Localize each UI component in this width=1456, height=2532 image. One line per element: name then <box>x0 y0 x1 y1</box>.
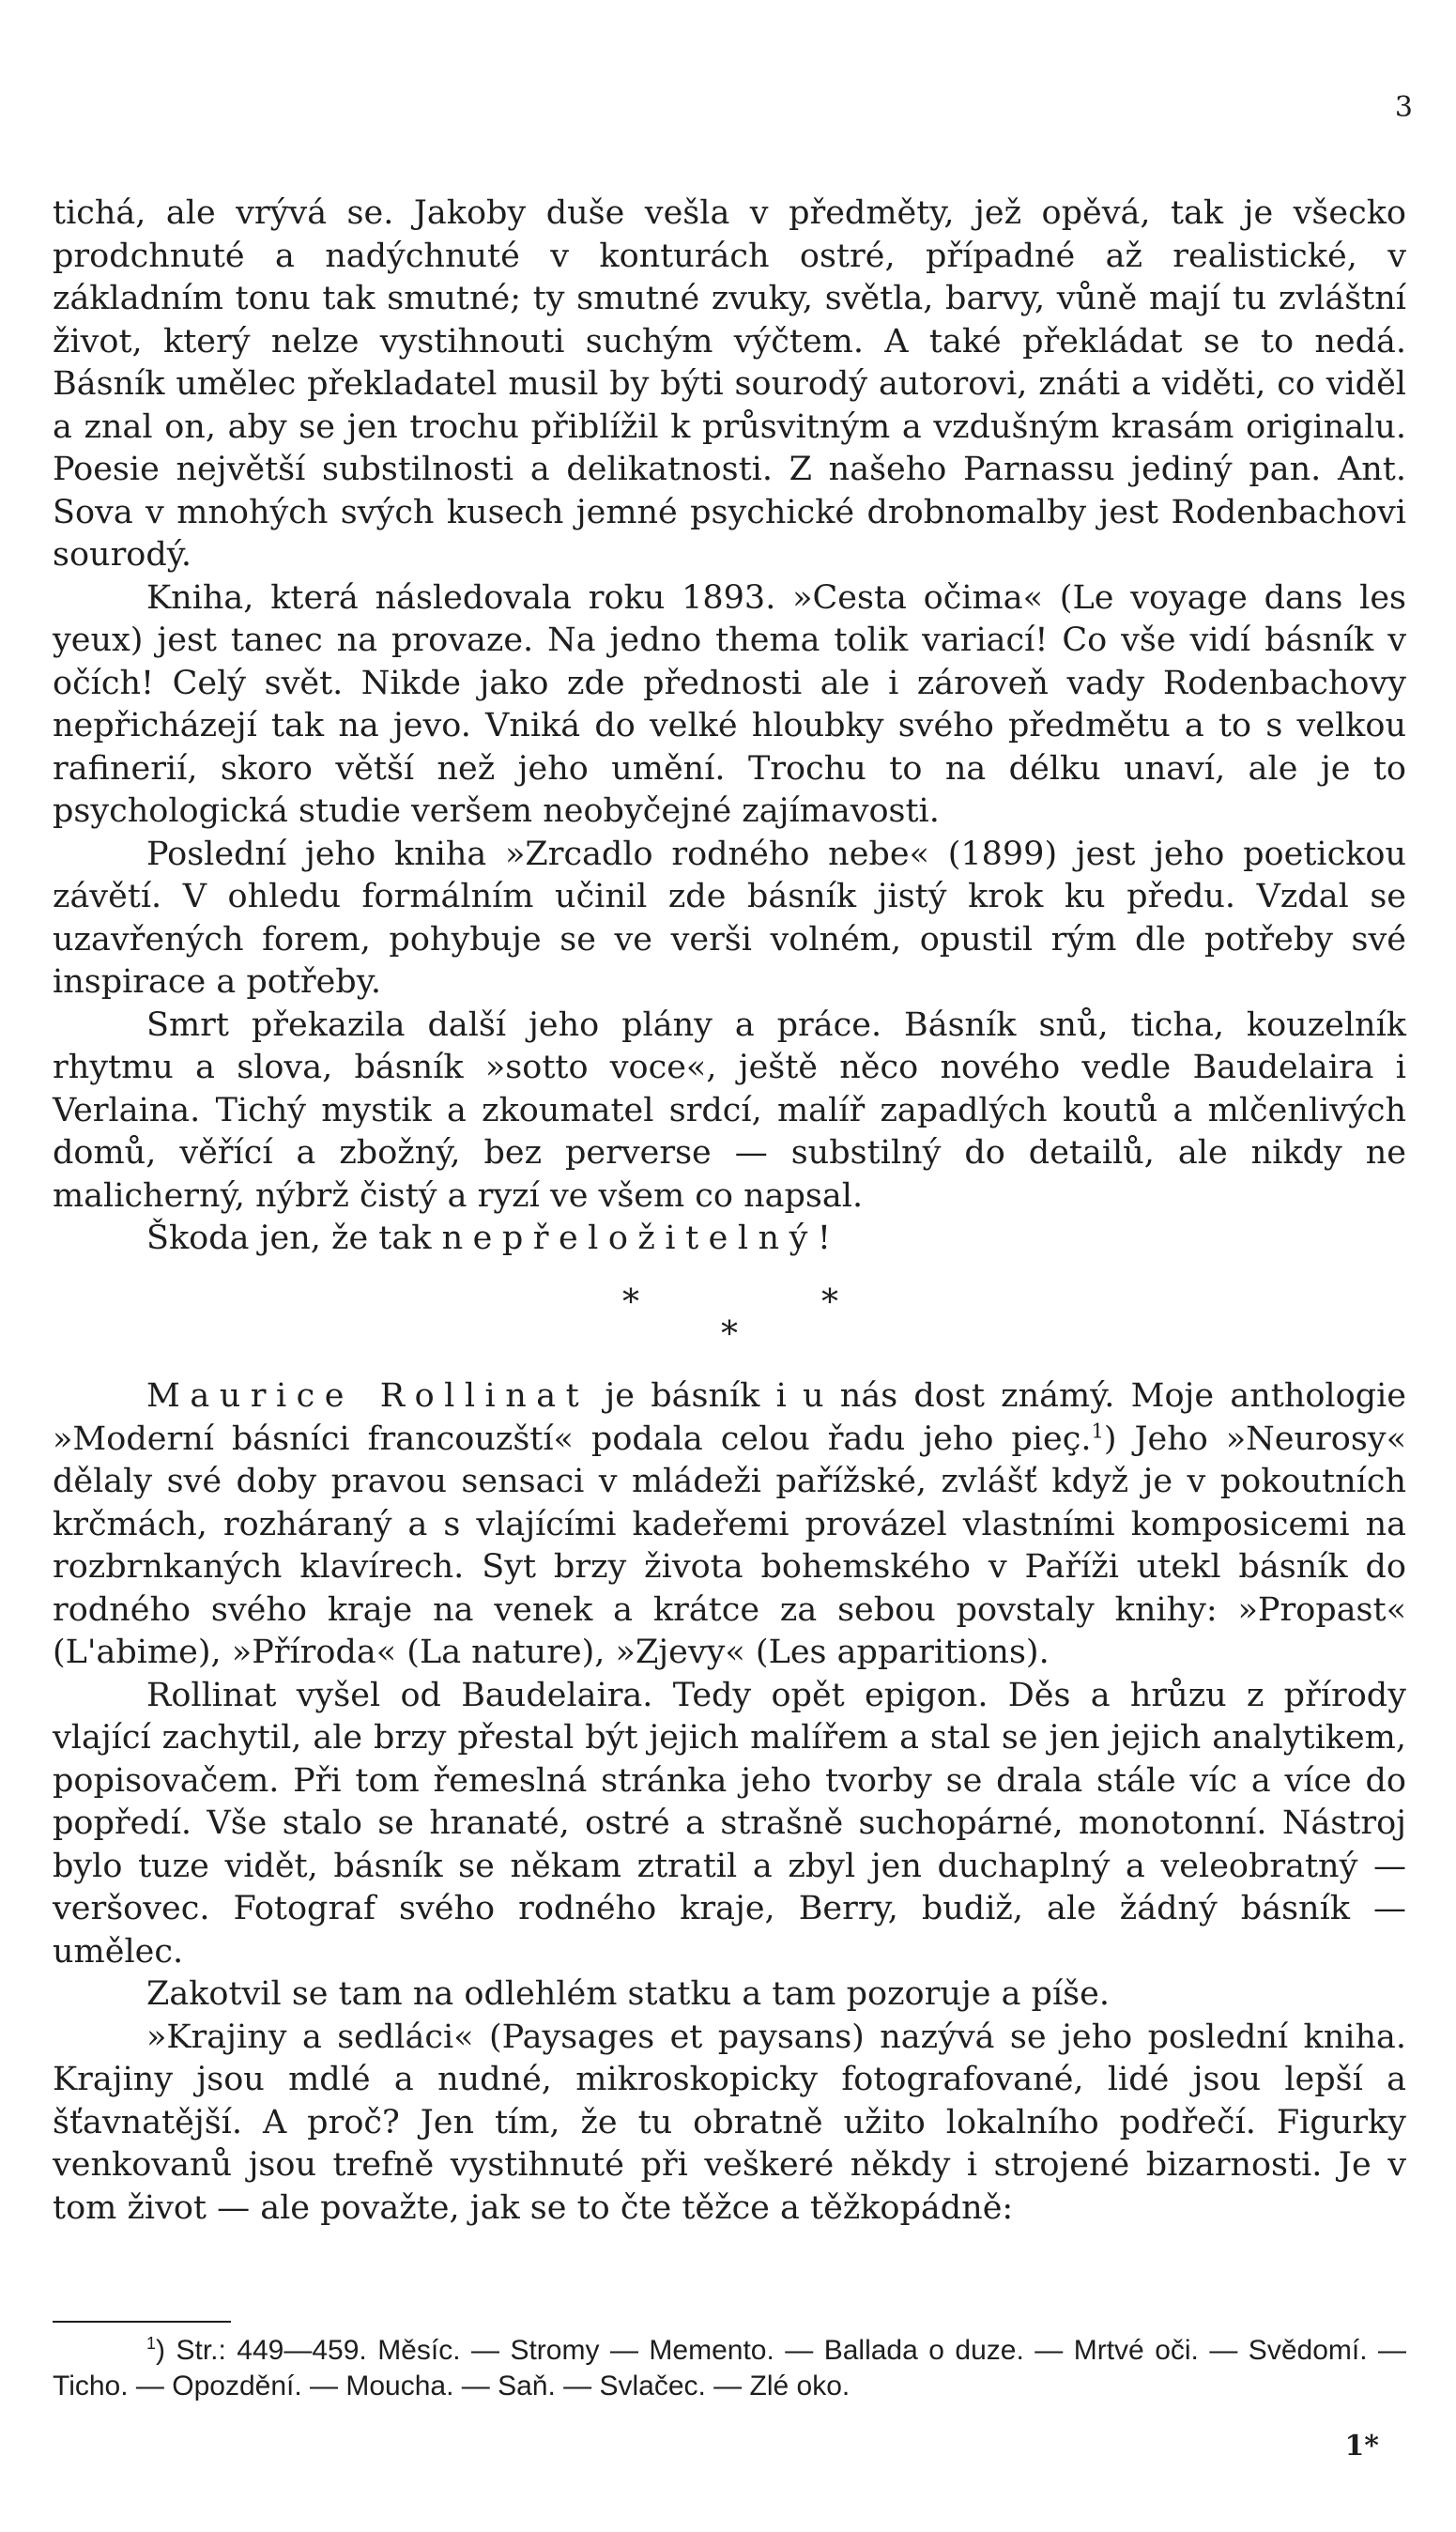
footnote-reference[interactable]: 1 <box>1091 1419 1104 1442</box>
asterism-star: * <box>622 1283 639 1322</box>
paragraph: Smrt překazila další jeho plány a práce. Básník snů, ticha, kouzelník rhytmu a slova, básník »sotto voce«, ještě něco nového vedle Baudelaira i Verlaina. Tichý mystik a zkoumatel srdcí, malíř zapadlých koutů a mlčenlivých domů, věřící a zbožný, bez perverse — substilný do detailů, ale nikdy ne malicherný, nýbrž čistý a ryzí ve všem co napsal. <box>53 1005 1406 1215</box>
closing-paragraph <box>53 1218 1406 1261</box>
section-rodenbach <box>53 192 1406 1261</box>
paragraph-text: je básník i u nás dost známý. Moje anthologie »Moderní básníci francouzští« podala celou řadu jeho pieç. <box>53 1377 1407 1458</box>
asterism-star: * <box>821 1283 838 1322</box>
paragraph-text: ) Jeho »Neurosy« dělaly své doby pravou sensaci v mládeži pařížské, zvlášť když je v pokoutních krčmách, rozháraný a s vlajícími kadeřemi provázel vlastními komposicemi na rozbrnkaných klavírech. Syt brzy života bohemského v Paříži utekl básník do rodného svého kraje na venek a krátce za sebou povstaly knihy: »Propast« (L'abime), »Příroda« (La nature), »Zjevy« (Les apparitions). <box>53 1419 1406 1671</box>
paragraph: Poslední jeho kniha »Zrcadlo rodného nebe« (1899) jest jeho poetickou závětí. V ohledu formálním učinil zde básník jistý krok ku předu. Vzdal se uzavřených forem, pohybuje se ve verši volném, opustil rým dle potřeby své inspirace a potřeby. <box>53 835 1406 1001</box>
section-rollinat <box>53 1375 1406 2230</box>
footnotes <box>53 2333 1406 2404</box>
paragraph <box>53 1375 1406 1675</box>
paragraph: Rollinat vyšel od Baudelaira. Tedy opět epigon. Děs a hrůzu z přírody vlající zachytil, ale brzy přestal být jejich malířem a stal se jen jejich analytikem, popisovačem. Při tom řemeslná stránka jeho tvorby se drala stále víc a více do popředí. Vše stalo se hranaté, ostré a strašně suchopárné, monotonní. Nástroj bylo tuze vidět, básník se někam ztratil a zbyl jen duchaplný a veleobratný — veršovec. Fotograf svého rodného kraje, Berry, budiž, ale žádný básník — umělec. <box>53 1676 1406 1971</box>
spaced-emphasis: nepřeložitelný! <box>441 1220 841 1257</box>
asterism-star: * <box>721 1315 738 1354</box>
author-name: Maurice Rollinat <box>146 1377 590 1415</box>
footnote-text: ) Str.: 449—459. Měsíc. — Stromy — Memento. — Ballada o duze. — Mrtvé oči. — Svědomí. — Ticho. — Opozdění. — Moucha. — Saň. — Svlačec. — Zlé oko. <box>53 2335 1406 2402</box>
footnote-marker: 1 <box>146 2334 157 2353</box>
footnote <box>53 2333 1406 2404</box>
paragraph: Zakotvil se tam na odlehlém statku a tam pozoruje a píše. <box>146 1975 1110 2013</box>
section-separator <box>0 1279 1456 1354</box>
footnote-divider <box>53 2321 231 2323</box>
paragraph: »Krajiny a sedláci« (Paysages et paysans) nazývá se jeho poslední kniha. Krajiny jsou mdlé a nudné, mikroskopicky fotografované, lidé jsou lepší a šťavnatější. A proč? Jen tím, že tu obratně užito lokalního podřečí. Figurky venkovanů jsou trefně vystihnuté při veškeré někdy i strojené bizarnosti. Je v tom život — ale považte, jak se to čte těžce a těžkopádně: <box>53 2018 1406 2227</box>
page-number: 3 <box>1394 91 1413 124</box>
paragraph: tichá, ale vrývá se. Jakoby duše vešla v předměty, jež opěvá, tak je všecko prodchnuté a nadýchnuté v konturách ostré, případné až realistické, v základním tonu tak smutné; ty smutné zvuky, světla, barvy, vůně mají tu zvláštní život, který nelze vystihnouti suchým výčtem. A také překládat se to nedá. Básník umělec překladatel musil by býti sourodý autorovi, znáti a viděti, co viděl a znal on, aby se jen trochu přiblížil k průsvitným a vzdušným krasám originalu. Poesie největší substilnosti a delikatnosti. Z našeho Parnassu jediný pan. Ant. Sova v mnohých svých kusech jemné psychické drobnomalby jest Rodenbachovi sourodý. <box>53 194 1406 574</box>
closing-text: Škoda jen, že tak <box>146 1220 442 1257</box>
signature-mark: 1* <box>1344 2430 1379 2463</box>
paragraph: Kniha, která následovala roku 1893. »Cesta očima« (Le voyage dans les yeux) jest tanec na provaze. Na jedno thema tolik variací! Co vše vidí básník v očích! Celý svět. Nikde jako zde přednosti ale i zároveň vady Rodenbachovy nepřicházejí tak na jevo. Vniká do velké hloubky svého předmětu a to s velkou rafinerií, skoro větší než jeho umění. Trochu to na délku unaví, ale je to psychologická studie veršem neobyčejné zajímavosti. <box>53 578 1406 830</box>
